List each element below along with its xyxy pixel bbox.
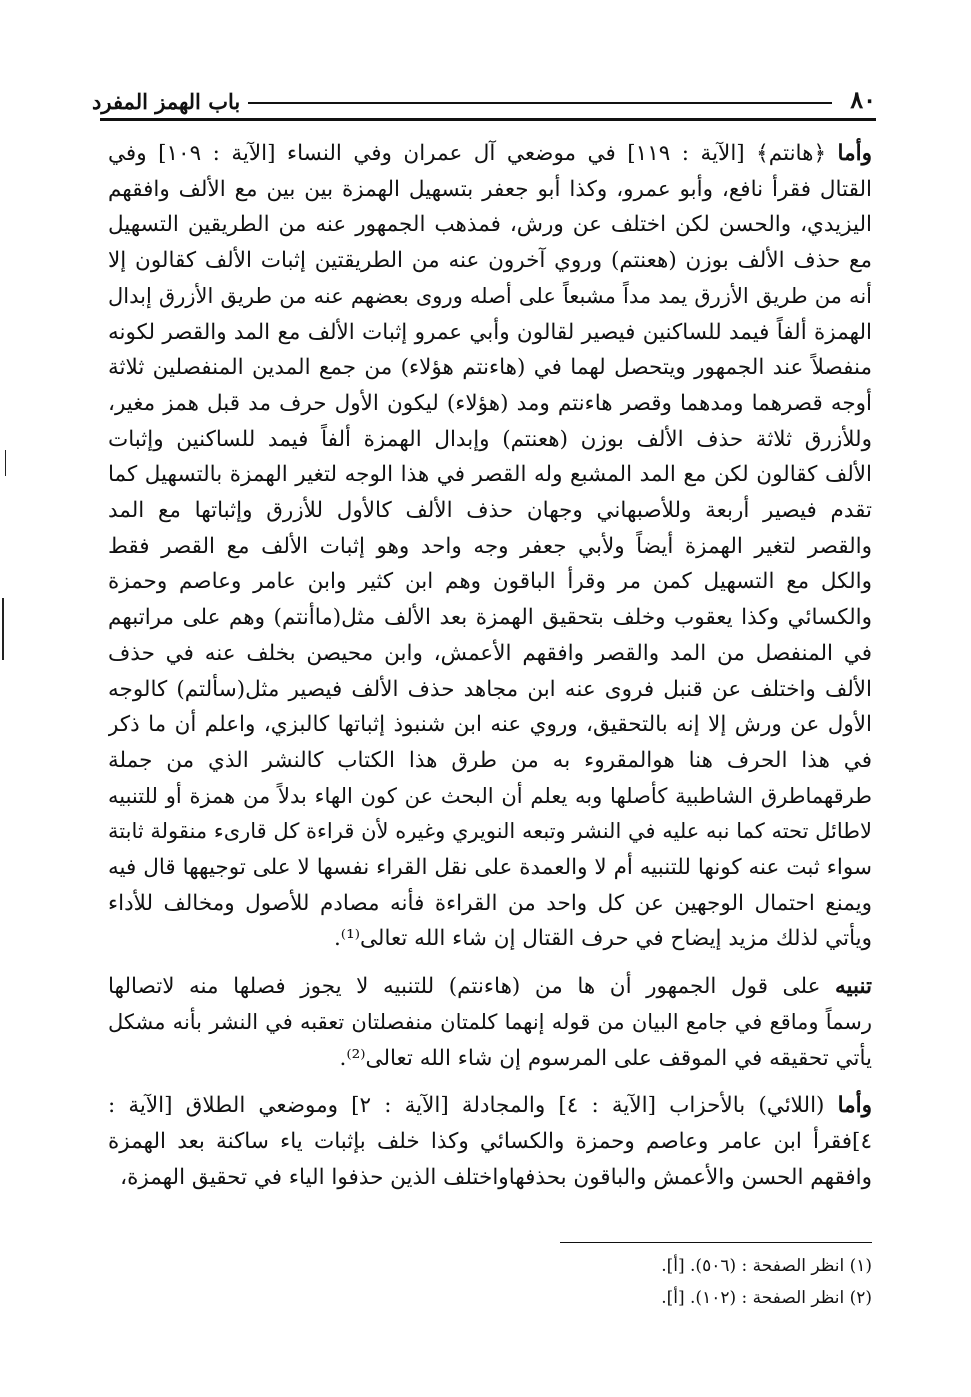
line-text: في المنفصل من المد والقصر وافقهم الأعمش، وابن محيصن بخلف عنه في حذف (108, 640, 872, 666)
scan-edge-mark (2, 598, 4, 660)
text-line (108, 529, 872, 565)
text-line (108, 386, 872, 422)
line-text: مع حذف الألف بوزن (هعنتم) وروي آخرون عنه من الطريقتين إثبات الألف كقالون إلا (108, 248, 872, 274)
header-rule (248, 102, 832, 104)
line-text: لاطائل تحته كما نبه عليه في النشر وتبعه النويري وغيره لأن قراءة كل قارىء منقولة ثابتة (108, 819, 872, 844)
footnote-divider (560, 1242, 872, 1243)
line-text: أوجه قصرهما ومدهما وقصر هاءنتم ومد (هؤلاء) ليكون الأول حرف مد قبل همز مغير، (108, 390, 872, 416)
line-text: سواء ثبت عنه كونها للتنبيه أم لا والعمدة على نقل القراء نفسها لا على توجيهها قال فيه (108, 855, 872, 881)
text-line (108, 636, 872, 672)
text-line (108, 1041, 872, 1077)
text-line (108, 493, 872, 529)
line-text: اليزيدي، والحسن لكن اختلف عن ورش، فمذهب الجمهور عنه من الطريقين التسهيل (108, 212, 872, 238)
text-line (108, 457, 872, 493)
line-text: وللأزرق ثلاثة حذف الألف بوزن (هعنتم) وإبدال الهمزة ألفاً فيمد للساكنين وإثبات (108, 426, 872, 452)
line-text: القتال فقرأ نافع، وأبو عمرو، وكذا أبو جعفر بتسهيل الهمزة بين بين مع الألف وافقهم (108, 176, 872, 202)
scan-edge-mark (5, 450, 6, 476)
line-text: (اللائي) بالأحزاب [الآية : ٤] والمجادلة [الآية : ٢] وموضعي الطلاق [الآية : (108, 1093, 825, 1119)
text-line (108, 969, 872, 1005)
footnote: (١) انظر الصفحة : (٥٠٦). [أ]. (661, 1256, 872, 1276)
text-line (108, 707, 872, 743)
footnotes (500, 1250, 872, 1314)
line-text: والكسائي وكذا يعقوب وخلف بتحقيق الهمزة بعد الألف مثل(ماأنتم) وهم على مراتبهم (108, 605, 872, 631)
line-text: ٤]فقرأ ابن عامر وعاصم وحمزة والكسائي وكذا خلف بإثبات ياء ساكنة بعد الهمزة (108, 1128, 872, 1154)
text-line (108, 207, 872, 243)
paragraph-lead-word: وأما (837, 1093, 872, 1119)
text-line (108, 350, 872, 386)
line-text: ويأتي لذلك مزيد إيضاح في حرف القتال إن شاء الله تعالى⁽¹⁾. (333, 926, 872, 952)
paragraph-lead-word: تنبيه (835, 974, 872, 1000)
text-line (108, 850, 872, 886)
paragraph (108, 969, 872, 1076)
line-text: طرقهماطرق الشاطبية كأصلها وبه يعلم أن البحث عن كون الهاء بدلاً من همزة أو للتنبيه (108, 783, 872, 808)
page-header (92, 72, 876, 112)
line-text: ﴿هانتم﴾ [الآية : ١١٩] في موضعي آل عمران وفي النساء [الآية : ١٠٩] وفي (108, 141, 827, 166)
text-line (108, 779, 872, 815)
line-text: والقصر لتغير الهمزة أيضاً ولأبي جعفر وجه واحد وهو إثبات الألف مع القصر فقط (108, 533, 872, 559)
text-line (108, 1088, 872, 1124)
page-number: ٨٠ (850, 85, 876, 114)
line-text: ويمنع احتمال الوجهين عن كل واحد من القراءة فأنه مصادم للأصول ومخالف للأداء (108, 890, 872, 916)
paragraph-lead-word: وأما (837, 141, 872, 166)
text-line (108, 1005, 872, 1041)
line-text: أنه من طريق الأزرق يمد مداً مشبعاً على أصله وروى بعضهم عنه من طريق الأزرق إبدال (108, 283, 872, 308)
line-text: رسماً وماقع في جامع البيان من قوله إنهما كلمتان منفصلتان تعقبه في النشر بأنه مشكل (108, 1009, 872, 1034)
line-text: تقدم فيصير أربعة وللأصبهاني وجهان حذف الألف كالأول للأزرق وإثباتها مع المد (108, 498, 872, 524)
text-line (108, 243, 872, 279)
text-line (108, 600, 872, 636)
line-text: في هذا الحرف هنا هوالمقروء به من طرق هذا الكتاب كالنشر الذي من جملة (108, 747, 872, 773)
text-line (108, 279, 872, 315)
text-line (108, 743, 872, 779)
text-line (108, 422, 872, 458)
paragraph (108, 1088, 872, 1195)
text-line (108, 672, 872, 708)
line-text: الأول عن ورش إلا إنه بالتحقيق، وروي عنه ابن شنبوذ إثباتها كالبزي، واعلم أن ما ذكر (108, 712, 872, 738)
line-text: الألف واختلف عن قنبل فروى عنه ابن مجاهد حذف الألف فيصير مثل(سألتم) كالوجه (108, 676, 872, 702)
header-divider (100, 118, 876, 121)
text-line (108, 814, 872, 850)
text-line (108, 315, 872, 351)
text-line (108, 1124, 872, 1160)
line-text: يأتي تحقيقه في الموقف على المرسوم إن شاء الله تعالى⁽²⁾. (339, 1045, 872, 1071)
text-line (108, 564, 872, 600)
line-text: وافقهم الحسن والأعمش والباقون بحذفهاواختلف الذين حذفوا الياء في تحقيق الهمزة، (120, 1164, 872, 1190)
footnote: (٢) انظر الصفحة : (١٠٢). [أ]. (661, 1288, 872, 1308)
main-text (108, 136, 872, 1195)
text-line (108, 1160, 872, 1196)
line-text: على قول الجمهور أن ها من (هاءنتم) للتنبيه لا يجوز فصلها منه لاتصالها (108, 974, 821, 1000)
text-line (108, 172, 872, 208)
text-line (108, 136, 872, 172)
line-text: والكل مع التسهيل كمن مر وقرأ الباقون وهم ابن كثير وابن عامر وعاصم وحمزة (108, 569, 872, 595)
line-text: الألف كقالون لكن مع المد المشبع وله القصر في هذا الوجه لتغير الهمزة بالتسهيل كما (108, 462, 872, 488)
line-text: منفصلاً عند الجمهور ويتحصل لهما في (هاءنتم هؤلاء) من جمع المدين المنفصلين ثلاثة (108, 355, 872, 381)
chapter-title: باب الهمز المفرد (92, 89, 241, 114)
text-line (108, 921, 872, 957)
line-text: الهمزة ألفاً فيمد للساكنين فيصير لقالون وأبي عمرو إثبات الألف مع المد والقصر لكونه (108, 319, 872, 345)
paragraph (108, 136, 872, 957)
text-line (108, 886, 872, 922)
